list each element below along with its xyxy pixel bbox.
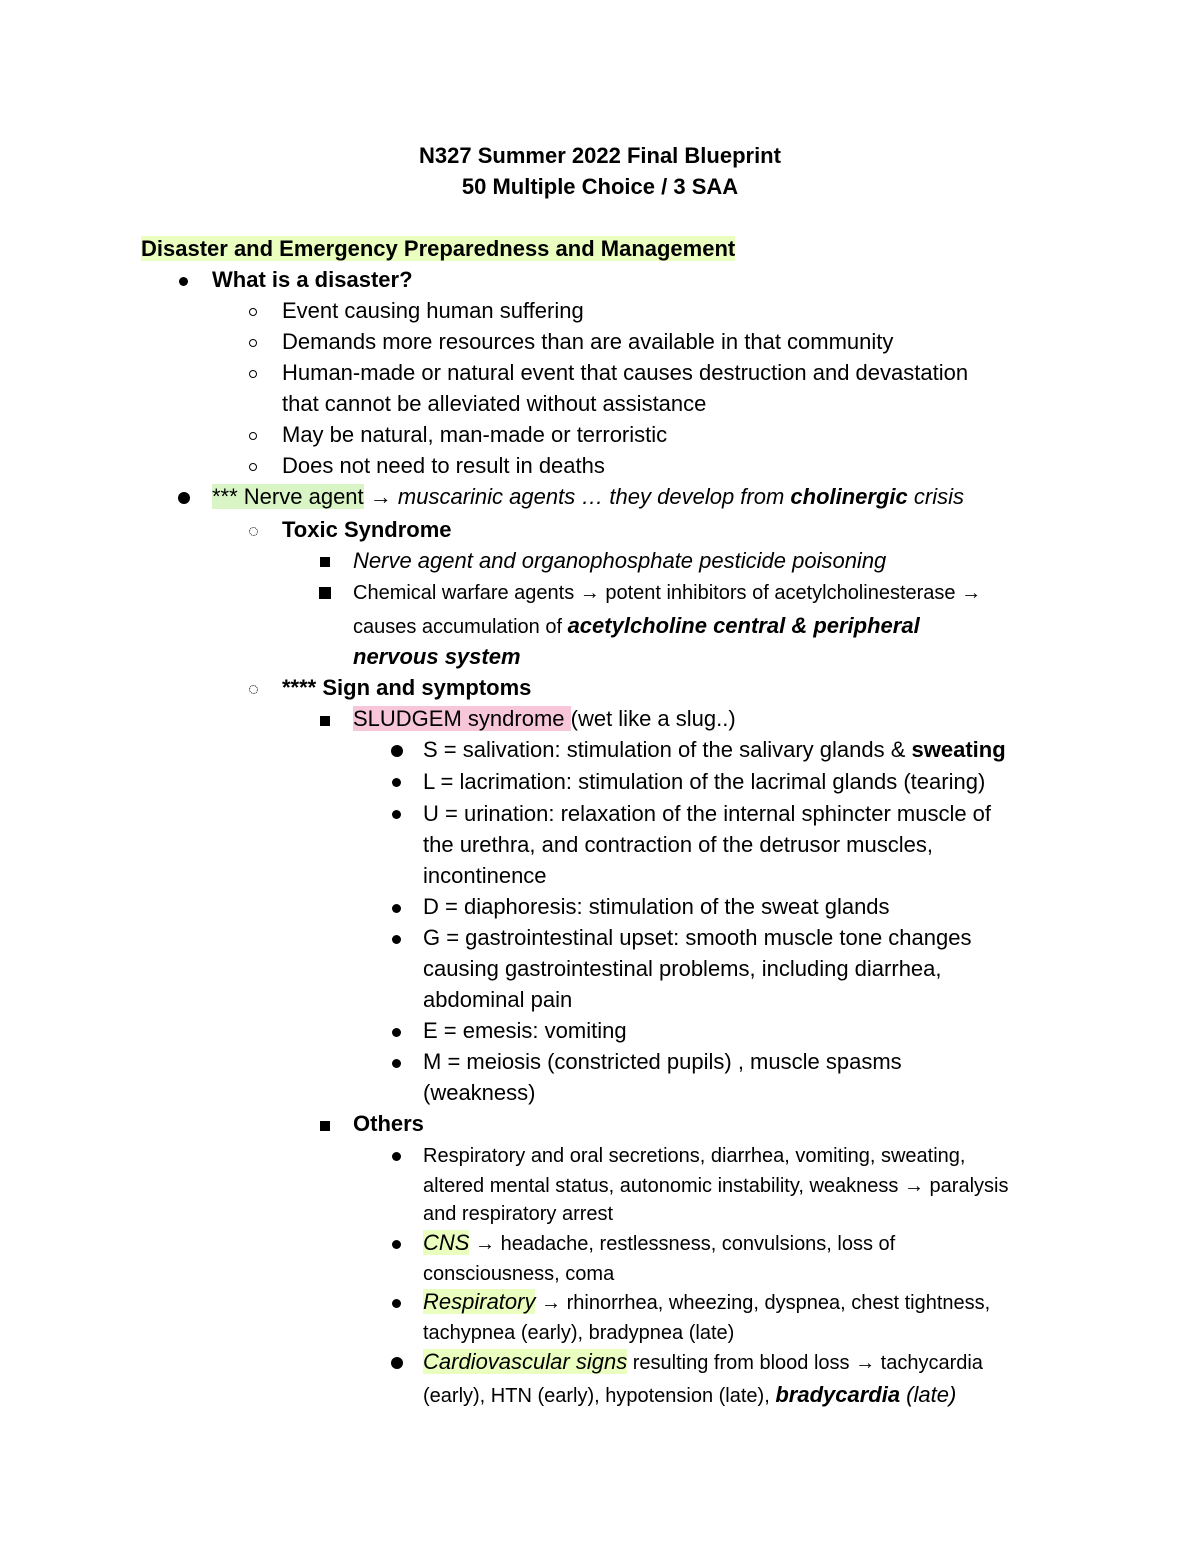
sweating-text: sweating — [911, 737, 1006, 762]
bullet-dot — [392, 1299, 401, 1308]
bullet-dot — [392, 935, 401, 944]
respiratory-text: → rhinorrhea, wheezing, dyspnea, chest tightness, — [535, 1292, 991, 1314]
bullet-dot — [392, 1028, 401, 1037]
sludgem-item: D = diaphoresis: stimulation of the sweat glands — [423, 894, 890, 919]
others-item-continuation: altered mental status, autonomic instability, weakness → paralysis — [423, 1175, 1009, 1197]
others-item — [423, 1347, 983, 1378]
sludgem-item: M = meiosis (constricted pupils) , muscle spasms — [423, 1049, 902, 1074]
others-item-continuation — [423, 1380, 956, 1411]
sludgem-item-continuation: incontinence — [423, 863, 547, 888]
others-heading: Others — [353, 1111, 424, 1136]
bullet-circle — [249, 463, 257, 471]
sludgem-item — [423, 735, 1006, 765]
nerve-agent-label: *** Nerve agent — [212, 484, 364, 509]
bullet-circle — [249, 432, 257, 440]
bullet-dot — [392, 1059, 401, 1068]
bullet-dot — [392, 1152, 401, 1161]
toxic-item: Chemical warfare agents → potent inhibitors of acetylcholinesterase → — [353, 582, 982, 604]
others-item-continuation: consciousness, coma — [423, 1263, 615, 1285]
bullet-square — [320, 716, 330, 726]
sludgem-item-continuation: abdominal pain — [423, 987, 573, 1012]
bullet-square — [319, 587, 331, 599]
bullet-square — [320, 1121, 330, 1131]
others-item-continuation: and respiratory arrest — [423, 1203, 614, 1225]
toxic-item-continuation: nervous system — [353, 644, 521, 669]
others-item-continuation: tachypnea (early), bradypnea (late) — [423, 1322, 735, 1344]
cholinergic-text: cholinergic — [790, 484, 908, 509]
toxic-item-plain: causes accumulation of — [353, 616, 568, 638]
muscarinic-text: muscarinic agents … they develop from — [397, 484, 791, 509]
others-item — [423, 1228, 895, 1259]
list-item-continuation: that cannot be alleviated without assistance — [282, 391, 707, 416]
bullet-dot — [392, 904, 401, 913]
others-item: Respiratory and oral secretions, diarrhea, vomiting, sweating, — [423, 1145, 966, 1167]
list-item: Event causing human suffering — [282, 298, 584, 323]
bullet-dot — [391, 1357, 403, 1369]
bullet-dot — [392, 1240, 401, 1249]
bullet-circle — [249, 308, 257, 316]
disaster-question: What is a disaster? — [212, 267, 413, 292]
list-item: Demands more resources than are available in that community — [282, 329, 894, 354]
sludgem-line — [353, 704, 736, 734]
document-title: N327 Summer 2022 Final Blueprint — [419, 143, 781, 168]
bullet-square — [320, 557, 330, 567]
cardiovascular-text: resulting from blood loss → tachycardia — [627, 1352, 983, 1374]
sludgem-note: (wet like a slug..) — [570, 706, 736, 731]
bullet-dot — [392, 810, 401, 819]
bullet-dot — [392, 778, 401, 787]
sludgem-item: U = urination: relaxation of the internal sphincter muscle of — [423, 801, 992, 826]
cardiovascular-label: Cardiovascular signs — [423, 1349, 628, 1374]
toxic-item-bold: acetylcholine central & peripheral — [567, 613, 920, 638]
sludgem-item: G = gastrointestinal upset: smooth muscle tone changes — [423, 925, 972, 950]
sludgem-item-text: S = salivation: stimulation of the salivary glands & — [423, 737, 912, 762]
cns-text: → headache, restlessness, convulsions, loss of — [469, 1233, 896, 1255]
signs-heading: **** Sign and symptoms — [282, 675, 532, 700]
list-item: Does not need to result in deaths — [282, 453, 605, 478]
toxic-item-continuation — [353, 611, 920, 642]
bullet-circle — [249, 339, 257, 347]
list-item: Human-made or natural event that causes destruction and devastation — [282, 360, 969, 385]
sludgem-item-continuation: causing gastrointestinal problems, including diarrhea, — [423, 956, 942, 981]
bullet-circle-dotted — [249, 685, 258, 694]
section-heading — [141, 234, 735, 264]
crisis-text: crisis — [907, 484, 964, 509]
sludgem-item: E = emesis: vomiting — [423, 1018, 627, 1043]
bullet-dot — [391, 745, 403, 757]
sludgem-item-continuation: (weakness) — [423, 1080, 536, 1105]
cardio-plain: (early), HTN (early), hypotension (late), — [423, 1385, 776, 1407]
arrow-text: → — [363, 484, 398, 509]
toxic-syndrome-heading: Toxic Syndrome — [282, 517, 452, 542]
bullet-circle — [249, 370, 257, 378]
list-item: May be natural, man-made or terroristic — [282, 422, 668, 447]
section-heading-text: Disaster and Emergency Preparedness and Management — [141, 236, 736, 261]
others-item — [423, 1287, 990, 1318]
document-subtitle: 50 Multiple Choice / 3 SAA — [461, 174, 739, 199]
sludgem-label: SLUDGEM syndrome — [353, 706, 571, 731]
bullet-dot — [179, 277, 188, 286]
bullet-dot — [178, 492, 190, 504]
sludgem-item-continuation: the urethra, and contraction of the detrusor muscles, — [423, 832, 933, 857]
respiratory-label: Respiratory — [423, 1289, 536, 1314]
bullet-circle-dotted — [249, 527, 258, 536]
bradycardia-text: bradycardia — [775, 1382, 901, 1407]
toxic-item: Nerve agent and organophosphate pesticide poisoning — [353, 548, 887, 573]
late-text: (late) — [900, 1382, 957, 1407]
sludgem-item: L = lacrimation: stimulation of the lacrimal glands (tearing) — [423, 769, 986, 794]
nerve-agent-line — [212, 482, 964, 512]
cns-label: CNS — [423, 1230, 470, 1255]
